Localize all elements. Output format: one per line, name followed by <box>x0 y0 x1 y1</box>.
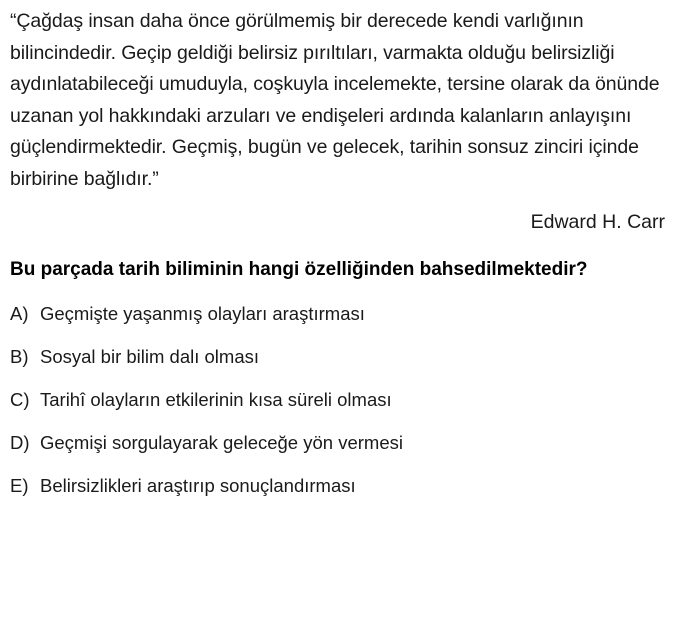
option-d[interactable] <box>10 429 669 456</box>
option-c-letter: C) <box>10 388 30 410</box>
option-e-letter: E) <box>10 474 29 496</box>
option-a[interactable] <box>10 300 669 327</box>
option-a-text: Geçmişte yaşanmış olayları araştırması <box>40 302 365 324</box>
question-prompt: Bu parçada tarih biliminin hangi özelliğinden bahsedilmektedir? <box>10 258 588 280</box>
option-a-letter: A) <box>10 302 29 324</box>
option-c[interactable] <box>10 386 669 413</box>
passage-attribution: Edward H. Carr <box>530 211 665 233</box>
passage-text: “Çağdaş insan daha önce görülmemiş bir derecede kendi varlığının bilincindedir. Geçip geldiği belirsiz pırıltıları, varmakta olduğu belirsizliği aydınlatabileceği umuduyla, coşkuyla incelemekte, tersine olarak da önünde uzanan yol hakkındaki arzuları ve endişeleri ardında kalanların anlayışını güçlendirmektedir. Geçmiş, bugün ve gelecek, tarihin sonsuz zinciri içinde birbirine bağlıdır.” <box>10 10 660 190</box>
option-c-text: Tarihî olayların etkilerinin kısa süreli olması <box>40 388 392 410</box>
option-b[interactable] <box>10 343 669 370</box>
option-b-letter: B) <box>10 345 29 367</box>
option-e-text: Belirsizlikleri araştırıp sonuçlandırması <box>40 474 356 496</box>
option-b-text: Sosyal bir bilim dalı olması <box>40 345 259 367</box>
option-d-text: Geçmişi sorgulayarak geleceğe yön vermesi <box>40 431 403 453</box>
answer-options <box>8 300 669 499</box>
option-e[interactable] <box>10 472 669 499</box>
option-d-letter: D) <box>10 431 30 453</box>
